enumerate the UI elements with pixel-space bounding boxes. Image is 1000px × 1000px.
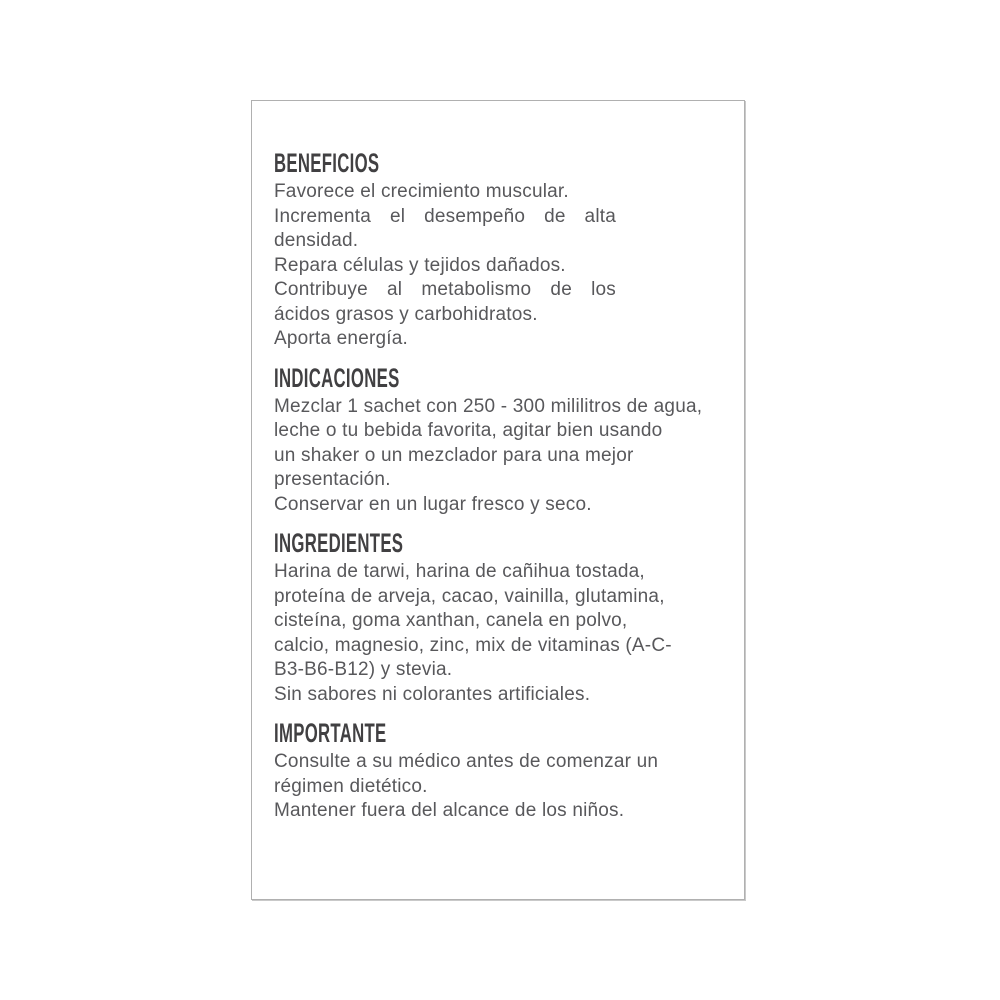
body-line: Favorece el crecimiento muscular. (274, 181, 569, 202)
label-content (274, 149, 738, 836)
body-line: leche o tu bebida favorita, agitar bien usando (274, 420, 663, 441)
body-line: un shaker o un mezclador para una mejor (274, 444, 634, 466)
section-heading-indicaciones: INDICACIONES (274, 362, 400, 393)
body-line: proteína de arveja, cacao, vainilla, glutamina, (274, 585, 665, 607)
body-line: densidad. (274, 230, 359, 251)
body-line: Repara células y tejidos dañados. (274, 254, 566, 276)
product-label-card (251, 100, 745, 900)
body-line: Aporta energía. (274, 328, 408, 349)
body-line: ácidos grasos y carbohidratos. (274, 303, 538, 325)
section-importante (274, 719, 738, 824)
body-line: Sin sabores ni colorantes artificiales. (274, 683, 591, 705)
section-ingredientes (274, 529, 738, 707)
body-line: calcio, magnesio, zinc, mix de vitaminas (A-C- (274, 634, 672, 656)
body-line: Harina de tarwi, harina de cañihua tostada, (274, 561, 645, 582)
section-heading-beneficios: BENEFICIOS (274, 148, 380, 178)
body-line: cisteína, goma xanthan, canela en polvo, (274, 610, 628, 631)
section-beneficios (274, 149, 738, 352)
section-indicaciones (274, 364, 738, 518)
body-line: Incrementa el desempeño de alta (274, 205, 616, 227)
body-line: Mantener fuera del alcance de los niños. (274, 800, 625, 821)
body-line: régimen dietético. (274, 775, 428, 797)
body-line: Mezclar 1 sachet con 250 - 300 mililitros de agua, (274, 395, 703, 417)
section-heading-importante: IMPORTANTE (274, 718, 387, 748)
body-line: Contribuye al metabolismo de los (274, 279, 616, 300)
body-line: Consulte a su médico antes de comenzar un (274, 751, 659, 772)
body-line: presentación. (274, 469, 391, 490)
body-line: B3-B6-B12) y stevia. (274, 659, 453, 680)
section-heading-ingredientes: INGREDIENTES (274, 528, 404, 558)
body-line: Conservar en un lugar fresco y seco. (274, 493, 592, 515)
